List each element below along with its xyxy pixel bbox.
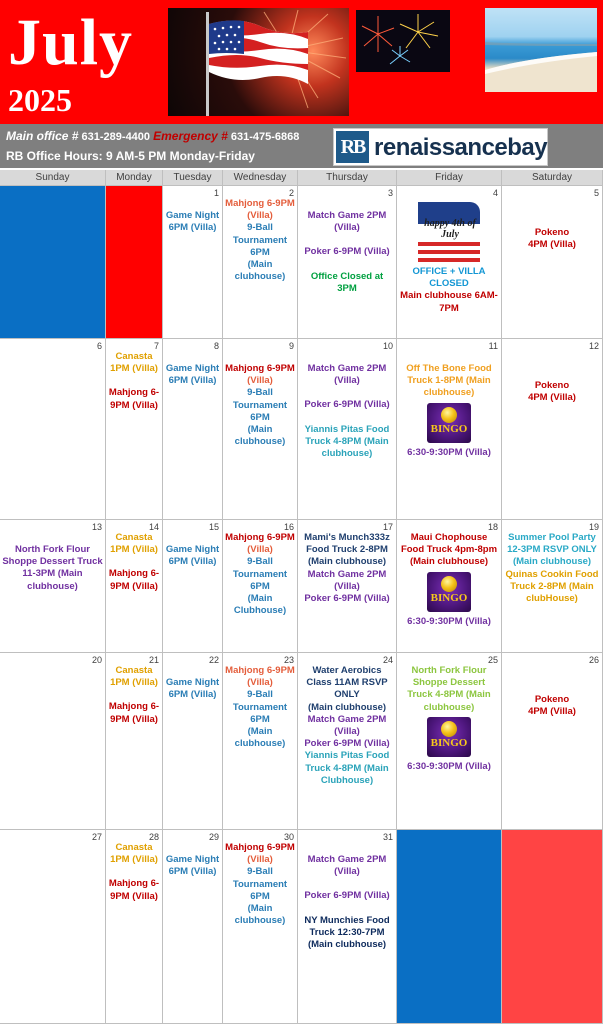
event-text: Quinas Cookin Food Truck 2-8PM (Main clubHouse) <box>505 568 599 605</box>
event-text: (Villa) <box>247 677 273 689</box>
empty-day-cell <box>0 186 106 339</box>
event-spacer <box>165 532 220 544</box>
event-text: (Main clubhouse) <box>234 424 286 448</box>
day-events <box>300 842 394 951</box>
year-title: 2025 <box>8 82 72 118</box>
event-text: Match Game 2PM (Villa) <box>307 210 387 234</box>
day-number: 4 <box>492 188 498 198</box>
flag-stripe-shape <box>418 258 480 262</box>
event-spacer <box>300 259 394 271</box>
fireworks-image <box>356 10 450 72</box>
event-text: Game Night 6PM (Villa) <box>165 677 220 701</box>
event-spacer <box>300 878 394 890</box>
event-text: 6:30-9:30PM (Villa) <box>407 446 491 458</box>
day-cell-23 <box>223 653 298 830</box>
day-number: 18 <box>487 522 498 532</box>
bingo-logo-text: BINGO <box>430 591 468 604</box>
day-cell-18 <box>397 520 502 653</box>
day-number: 19 <box>588 522 599 532</box>
weekday-header-thursday: Thursday <box>298 170 397 186</box>
event-text: OFFICE + VILLA CLOSED <box>412 266 486 290</box>
day-cell-17 <box>298 520 397 653</box>
day-cell-11 <box>397 339 502 520</box>
event-spacer <box>108 375 160 387</box>
day-cell-24 <box>298 653 397 830</box>
day-cell-20 <box>0 653 106 830</box>
event-text: Match Game 2PM (Villa) <box>307 713 387 738</box>
day-number: 15 <box>208 522 219 532</box>
event-text: Pokeno <box>534 227 570 238</box>
day-events <box>108 351 160 412</box>
event-spacer <box>300 387 394 399</box>
event-spacer <box>504 351 600 363</box>
flag-stripe-shape <box>418 242 480 246</box>
event-text: Canasta 1PM (Villa) <box>110 665 158 689</box>
event-text: Off The Bone Food Truck 1-8PM (Main clubhouse) <box>406 363 492 399</box>
day-cell-8 <box>163 339 223 520</box>
event-text: (Villa) <box>247 210 273 222</box>
bingo-image <box>427 717 471 757</box>
event-text: Canasta 1PM (Villa) <box>110 351 158 375</box>
event-text: 4PM (Villa) <box>528 706 576 718</box>
weekday-header-monday: Monday <box>106 170 163 186</box>
day-number: 28 <box>148 832 159 842</box>
happy-4th-logo-text: happy 4th of July <box>424 218 476 240</box>
event-text: Main clubhouse 6AM-7PM <box>400 290 498 314</box>
empty-day-cell <box>106 186 163 339</box>
weekday-header-wednesday: Wednesday <box>223 170 298 186</box>
event-spacer <box>165 842 220 854</box>
day-events <box>225 198 295 283</box>
day-events <box>504 198 600 251</box>
event-text: 6:30-9:30PM (Villa) <box>407 760 491 772</box>
event-text: Mahjong 6-9PM (Villa) <box>108 701 160 725</box>
event-text: Mahjong 6-9PM (Villa) <box>108 568 160 592</box>
calendar-header <box>0 0 603 124</box>
day-cell-21 <box>106 653 163 830</box>
event-text: Mahjong 6-9PM (Villa) <box>108 387 160 411</box>
day-number: 29 <box>208 832 219 842</box>
event-text: Pokeno <box>534 694 570 705</box>
day-events <box>225 842 295 927</box>
main-office-label: Main office # <box>6 129 79 143</box>
event-text: Mami's Munch333z Food Truck 2-8PM (Main clubhouse) <box>304 532 390 568</box>
logo-text: renaissancebay <box>374 134 548 161</box>
event-text: 9-Ball Tournament 6PM <box>232 866 288 902</box>
event-text: Poker 6-9PM (Villa) <box>304 399 390 411</box>
event-text: Mahjong 6-9PM (Villa) <box>108 878 160 902</box>
event-text: Summer Pool Party 12-3PM RSVP ONLY <box>507 532 597 556</box>
day-cell-15 <box>163 520 223 653</box>
day-events <box>300 532 394 605</box>
event-spacer <box>504 198 600 210</box>
day-events <box>108 532 160 593</box>
logo-mark: RB <box>336 131 369 163</box>
event-text: Mahjong 6-9PM <box>225 842 295 853</box>
event-text: Poker 6-9PM (Villa) <box>304 246 390 258</box>
day-events <box>2 532 103 593</box>
day-number: 14 <box>148 522 159 532</box>
day-number: 3 <box>387 188 393 198</box>
event-text: Match Game 2PM (Villa) <box>307 568 387 592</box>
day-events <box>165 665 220 701</box>
event-spacer <box>165 351 220 363</box>
day-number: 25 <box>487 655 498 665</box>
day-cell-31 <box>298 830 397 1024</box>
weekday-header-friday: Friday <box>397 170 502 186</box>
day-events <box>504 665 600 718</box>
event-spacer <box>108 556 160 568</box>
happy-4th-of-july-image <box>418 202 480 262</box>
event-text: Poker 6-9PM (Villa) <box>304 890 390 902</box>
day-cell-6 <box>0 339 106 520</box>
day-number: 9 <box>288 341 294 351</box>
day-events <box>108 665 160 726</box>
event-text: Match Game 2PM (Villa) <box>307 363 387 387</box>
empty-day-cell <box>502 830 603 1024</box>
day-cell-22 <box>163 653 223 830</box>
day-number: 23 <box>283 655 294 665</box>
event-text: (Main clubhouse) <box>512 556 592 568</box>
weekday-header-sunday: Sunday <box>0 170 106 186</box>
event-spacer <box>399 351 499 363</box>
emergency-phone: 631-475-6868 <box>230 131 300 143</box>
bingo-ball-icon <box>441 721 457 737</box>
event-text: North Fork Flour Shoppe Dessert Truck 4-8PM (Main clubhouse) <box>407 665 491 713</box>
day-cell-3 <box>298 186 397 339</box>
day-number: 27 <box>91 832 102 842</box>
day-number: 16 <box>283 522 294 532</box>
day-cell-1 <box>163 186 223 339</box>
day-cell-30 <box>223 830 298 1024</box>
event-text: Yiannis Pitas Food Truck 4-8PM (Main Clubhouse) <box>304 750 390 786</box>
day-events <box>300 198 394 295</box>
weekday-header-saturday: Saturday <box>502 170 603 186</box>
day-number: 31 <box>382 832 393 842</box>
day-number: 21 <box>148 655 159 665</box>
day-number: 2 <box>288 188 294 198</box>
day-events <box>165 532 220 568</box>
event-text: 4PM (Villa) <box>528 392 576 404</box>
event-spacer <box>2 532 103 544</box>
event-text: 4PM (Villa) <box>528 239 576 251</box>
day-events <box>399 351 499 459</box>
event-text: Office Closed at 3PM <box>310 270 384 294</box>
day-cell-12 <box>502 339 603 520</box>
day-events <box>165 842 220 878</box>
event-spacer <box>225 351 295 363</box>
event-text: 9-Ball Tournament 6PM <box>232 222 288 258</box>
event-text: Mahjong 6-9PM <box>225 198 295 209</box>
bingo-ball-icon <box>441 407 457 423</box>
day-number: 30 <box>283 832 294 842</box>
event-text: Yiannis Pitas Food Truck 4-8PM (Main clubhouse) <box>304 423 390 460</box>
event-spacer <box>504 363 600 375</box>
day-events <box>399 198 499 315</box>
event-text: Mahjong 6-9PM <box>225 532 295 543</box>
day-number: 8 <box>213 341 219 351</box>
day-events <box>225 351 295 448</box>
day-cell-10 <box>298 339 397 520</box>
day-events <box>165 351 220 387</box>
event-spacer <box>504 665 600 677</box>
event-text: (Main clubhouse) <box>234 259 286 283</box>
weekday-header-tuesday: Tuesday <box>163 170 223 186</box>
event-text: (Main clubhouse) <box>307 701 387 713</box>
event-spacer <box>504 677 600 689</box>
day-cell-13 <box>0 520 106 653</box>
day-number: 13 <box>91 522 102 532</box>
event-text: Canasta 1PM (Villa) <box>110 842 158 866</box>
event-text: Poker 6-9PM (Villa) <box>304 593 390 605</box>
event-spacer <box>300 842 394 854</box>
event-spacer <box>300 198 394 210</box>
day-number: 7 <box>153 341 159 351</box>
event-spacer <box>165 665 220 677</box>
event-spacer <box>504 210 600 222</box>
event-text: Maui Chophouse Food Truck 4pm-8pm (Main clubhouse) <box>400 532 498 568</box>
event-spacer <box>165 198 220 210</box>
month-title: July <box>8 6 134 79</box>
event-text: (Main Clubhouse) <box>233 593 287 617</box>
day-cell-7 <box>106 339 163 520</box>
event-text: Match Game 2PM (Villa) <box>307 854 387 878</box>
bingo-image <box>427 403 471 443</box>
event-spacer <box>300 234 394 246</box>
day-number: 17 <box>382 522 393 532</box>
event-text: Game Night 6PM (Villa) <box>165 210 220 234</box>
event-text: 9-Ball Tournament 6PM <box>232 689 288 725</box>
event-spacer <box>108 866 160 878</box>
day-cell-25 <box>397 653 502 830</box>
day-events <box>225 532 295 617</box>
day-number: 24 <box>382 655 393 665</box>
bingo-logo-text: BINGO <box>430 736 468 749</box>
event-text: North Fork Flour Shoppe Dessert Truck 11-3PM (Main clubhouse) <box>2 544 103 592</box>
day-number: 5 <box>593 188 599 198</box>
day-number: 11 <box>488 341 498 351</box>
event-text: (Main clubhouse) <box>234 903 286 927</box>
day-number: 6 <box>96 341 102 351</box>
event-spacer <box>108 689 160 701</box>
event-text: Game Night 6PM (Villa) <box>165 854 220 878</box>
day-events <box>108 842 160 903</box>
event-text: 9-Ball Tournament 6PM <box>232 556 288 592</box>
event-text: Water Aerobics Class 11AM RSVP ONLY <box>306 665 388 701</box>
day-number: 20 <box>91 655 102 665</box>
calendar-grid <box>0 170 603 1024</box>
bingo-image <box>427 572 471 612</box>
day-cell-14 <box>106 520 163 653</box>
event-text: Poker 6-9PM (Villa) <box>304 738 390 750</box>
event-spacer <box>300 351 394 363</box>
day-cell-16 <box>223 520 298 653</box>
day-number: 10 <box>382 341 393 351</box>
office-hours: RB Office Hours: 9 AM-5 PM Monday-Friday <box>6 149 255 163</box>
day-cell-26 <box>502 653 603 830</box>
day-cell-27 <box>0 830 106 1024</box>
event-text: Game Night 6PM (Villa) <box>165 363 220 387</box>
event-text: (Main clubhouse) <box>234 726 286 750</box>
event-text: (Villa) <box>247 544 273 556</box>
event-text: 9-Ball Tournament 6PM <box>232 387 288 423</box>
event-text: Mahjong 6-9PM <box>225 363 295 374</box>
event-text: (Villa) <box>247 854 273 866</box>
main-office-phone: 631-289-4400 <box>81 131 151 143</box>
day-number: 12 <box>588 341 599 351</box>
day-cell-29 <box>163 830 223 1024</box>
bingo-logo-text: BINGO <box>430 422 468 435</box>
event-text: Mahjong 6-9PM <box>225 665 295 676</box>
event-spacer <box>300 903 394 915</box>
day-cell-5 <box>502 186 603 339</box>
day-events <box>504 351 600 404</box>
day-events <box>399 532 499 628</box>
day-events <box>165 198 220 234</box>
event-text: NY Munchies Food Truck 12:30-7PM (Main clubhouse) <box>304 914 390 951</box>
contact-line <box>6 128 299 145</box>
beach-image <box>485 8 597 92</box>
day-events <box>399 665 499 773</box>
day-number: 26 <box>588 655 599 665</box>
day-number: 22 <box>208 655 219 665</box>
bingo-ball-icon <box>441 576 457 592</box>
empty-day-cell <box>397 830 502 1024</box>
day-cell-28 <box>106 830 163 1024</box>
day-events <box>300 665 394 787</box>
day-events <box>504 532 600 605</box>
day-events <box>300 351 394 460</box>
renaissancebay-logo <box>333 128 548 166</box>
day-cell-19 <box>502 520 603 653</box>
event-spacer <box>300 412 394 424</box>
event-text: (Villa) <box>247 375 273 387</box>
day-cell-2 <box>223 186 298 339</box>
day-number: 1 <box>213 188 219 198</box>
american-flag-fireworks-image <box>168 8 349 116</box>
event-text: 6:30-9:30PM (Villa) <box>407 615 491 627</box>
day-cell-9 <box>223 339 298 520</box>
day-cell-4 <box>397 186 502 339</box>
emergency-label: Emergency # <box>153 129 228 143</box>
day-events <box>225 665 295 750</box>
flag-stripe-shape <box>418 250 480 254</box>
event-text: Pokeno <box>534 380 570 391</box>
event-text: Canasta 1PM (Villa) <box>110 532 158 556</box>
event-text: Game Night 6PM (Villa) <box>165 544 220 568</box>
